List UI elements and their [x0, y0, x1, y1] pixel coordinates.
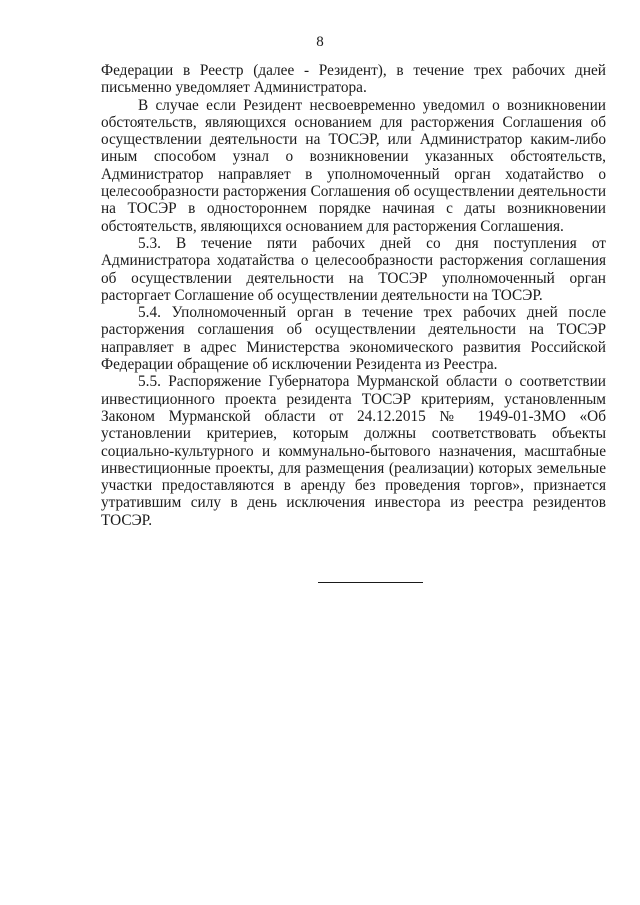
paragraph-late-notice: В случае если Резидент несвоевременно уведомил о возникновении обстоятельств, являющихся основанием для расторжения Соглашения об осуществлении деятельности на ТОСЭР, или Администратор каким-либо иным способом узнал о возникновении указанных обстоятельств, Администратор направляет в уполномоченный орган ходатайство о целесообразности расторжения Соглашения об осуществлении деятельности на ТОСЭР в одностороннем порядке начиная с даты возникновении обстоятельств, являющихся основанием для расторжения Соглашения.	[101, 96, 606, 235]
end-of-document-line	[318, 582, 423, 583]
paragraph-5-3: 5.3. В течение пяти рабочих дней со дня поступления от Администратора ходатайства о целесообразности расторжения соглашения об осуществлении деятельности на ТОСЭР уполномоченный орган расторгает Соглашение об осуществлении деятельности на ТОСЭР.	[101, 234, 606, 304]
paragraph-5-5: 5.5. Распоряжение Губернатора Мурманской области о соответствии инвестиционного проекта резидента ТОСЭР критериям, установленным Законом Мурманской области от 24.12.2015 № 1949-01-ЗМО «Об установлении критериев, которым должны соответствовать объекты социально-культурного и коммунально-бытового назначения, масштабные инвестиционные проекты, для размещения (реализации) которых земельные участки предоставляются в аренду без проведения торгов», признается утратившим силу в день исключения инвестора из реестра резидентов ТОСЭР.	[101, 373, 606, 529]
paragraph-5-4: 5.4. Уполномоченный орган в течение трех рабочих дней после расторжения соглашения об осуществлении деятельности на ТОСЭР направляет в адрес Министерства экономического развития Российской Федерации обращение об исключении Резидента из Реестра.	[101, 304, 606, 374]
page-number: 8	[316, 34, 324, 50]
paragraph-continuation: Федерации в Реестр (далее - Резидент), в течение трех рабочих дней письменно уведомляет Администратора.	[101, 62, 606, 97]
document-body	[101, 62, 606, 529]
